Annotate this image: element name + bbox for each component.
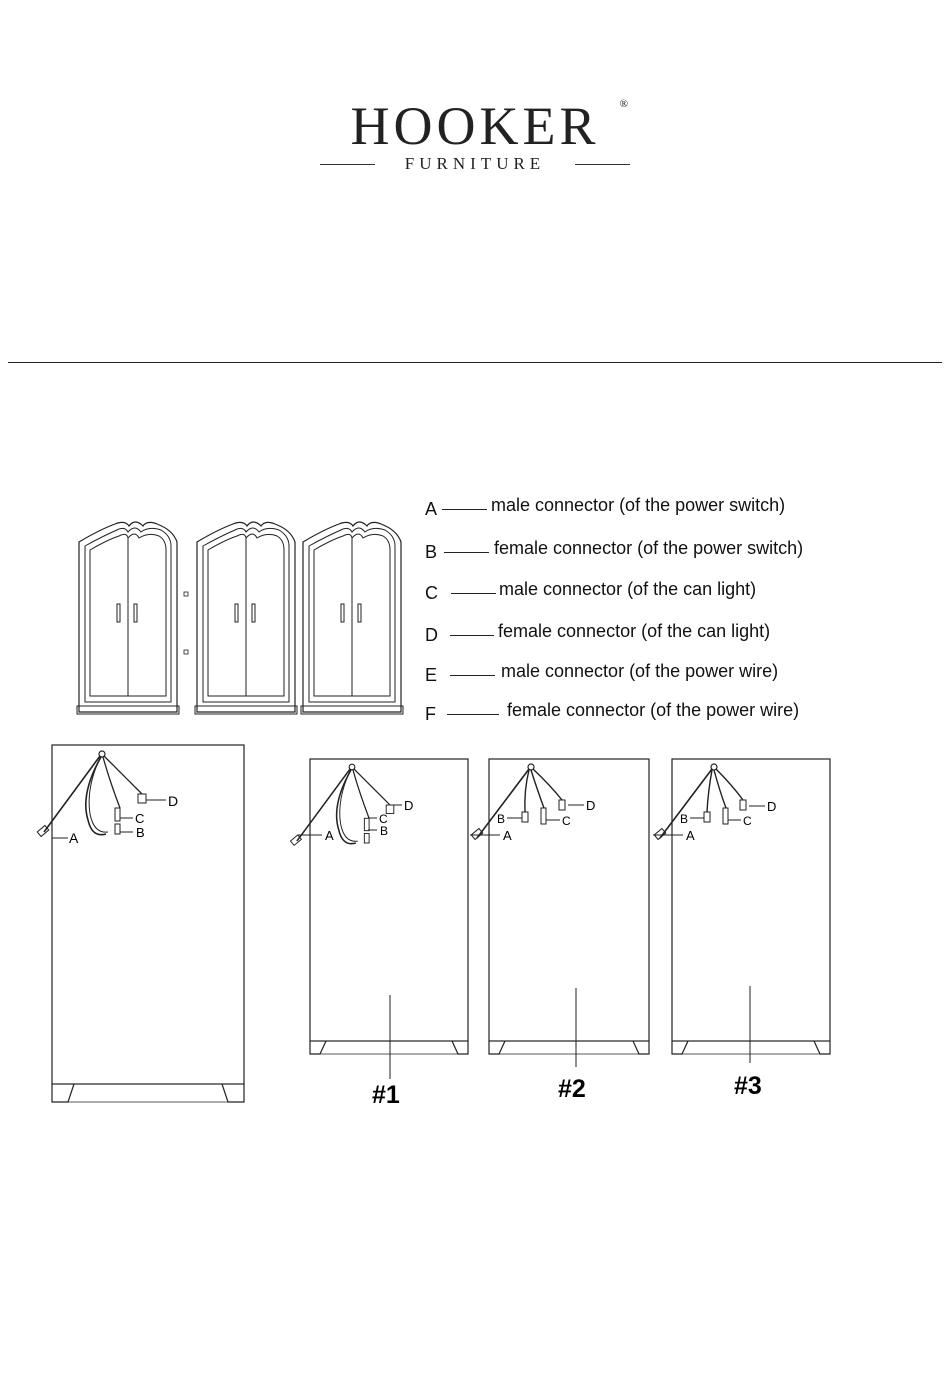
legend-letter: D xyxy=(425,625,438,645)
callout-label: B xyxy=(136,825,145,840)
cabinet-number: #1 xyxy=(372,1081,400,1109)
callout-label: D xyxy=(168,793,179,809)
logo-brand: HOOKER xyxy=(350,96,600,156)
cabinet-1 xyxy=(290,759,468,1109)
callout-label: B xyxy=(680,812,689,826)
callout-label: D xyxy=(404,798,414,813)
logo-tagline: FURNITURE xyxy=(320,154,630,174)
legend-description: female connector (of the power wire) xyxy=(507,700,800,720)
cabinet-single xyxy=(37,745,244,1102)
callout-label: A xyxy=(325,828,334,843)
cabinet-number: #2 xyxy=(558,1075,586,1103)
legend-letter: C xyxy=(425,583,438,603)
legend-description: female connector (of the can light) xyxy=(498,621,771,641)
armoire-center xyxy=(195,522,297,714)
legend-letter: A xyxy=(425,499,438,519)
legend-description: male connector (of the power switch) xyxy=(491,495,786,515)
cabinet-number: #3 xyxy=(734,1072,762,1100)
legend-letter: E xyxy=(425,665,438,685)
callout-label: C xyxy=(135,811,145,826)
logo-registered-mark: ® xyxy=(619,98,628,110)
callout-label: D xyxy=(767,799,777,814)
callout-label: D xyxy=(586,798,596,813)
legend-description: male connector (of the power wire) xyxy=(501,661,779,681)
callout-label: C xyxy=(562,814,571,828)
callout-label: A xyxy=(69,830,79,846)
connection-markers xyxy=(184,592,188,654)
callout-label: C xyxy=(379,812,388,826)
callout-label: A xyxy=(686,828,695,843)
callout-label: A xyxy=(503,828,512,843)
armoire-left xyxy=(77,522,179,714)
callout-label: C xyxy=(743,814,752,828)
cabinet-2 xyxy=(470,759,649,1103)
legend-letter: F xyxy=(425,704,436,724)
legend-description: female connector (of the power switch) xyxy=(494,538,804,558)
legend-description: male connector (of the can light) xyxy=(499,579,757,599)
callout-label: B xyxy=(497,812,506,826)
legend-letter: B xyxy=(425,542,438,562)
cabinet-3 xyxy=(653,759,830,1100)
armoire-right xyxy=(301,522,403,714)
callout-label: B xyxy=(380,824,389,838)
